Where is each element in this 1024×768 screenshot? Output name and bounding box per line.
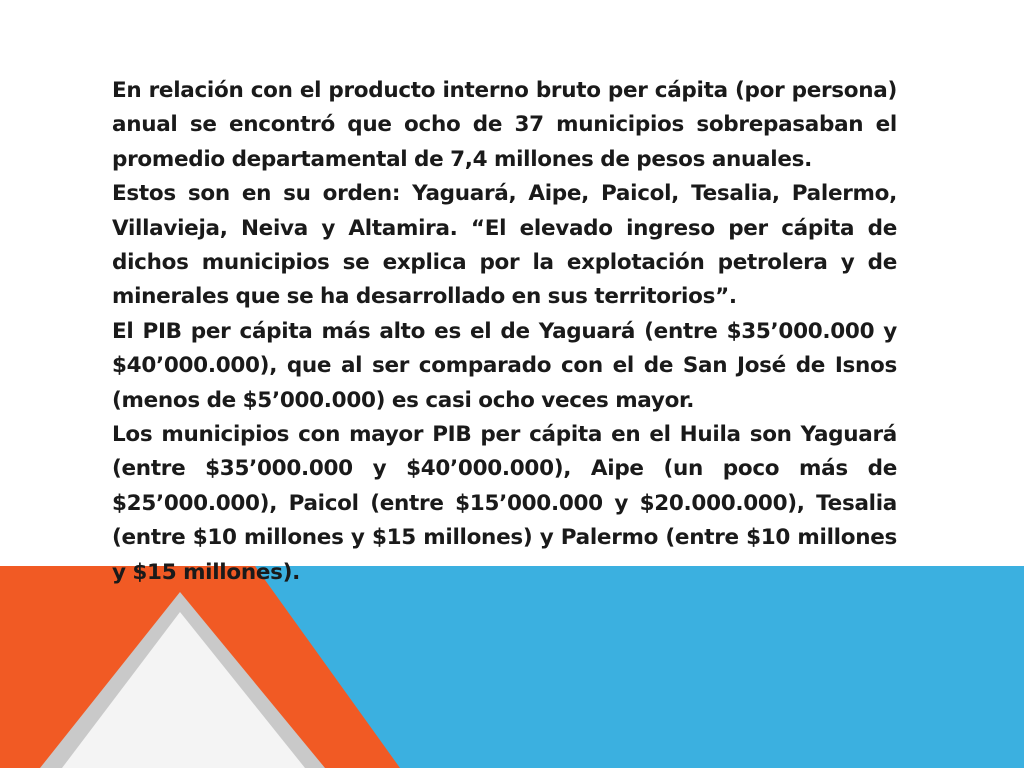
body-text: [112, 74, 897, 590]
paragraph-1: En relación con el producto interno bruto per cápita (por persona) anual se encontró que ocho de 37 municipios sobrepasaban el promedio departamental de 7,4 millones de pesos anuales.: [112, 78, 897, 172]
paragraph-2: Estos son en su orden: Yaguará, Aipe, Paicol, Tesalia, Palermo, Villavieja, Neiva y Altamira. “El elevado ingreso per cápita de dichos municipios se explica por la explotación petrolera y de minerales que se ha desarrollado en sus territorios”.: [112, 181, 897, 310]
paragraph-4: Los municipios con mayor PIB per cápita en el Huila son Yaguará (entre $35’000.000 y $40’000.000), Aipe (un poco más de $25’000.000), Paicol (entre $15’000.000 y $20.000.000), Tesalia (entre $10 millones y $15 millones) y Palermo (entre $10 millones y $15 millones).: [112, 422, 897, 585]
paragraph-3: El PIB per cápita más alto es el de Yaguará (entre $35’000.000 y $40’000.000), que al ser comparado con el de San José de Isnos (menos de $5’000.000) es casi ocho veces mayor.: [112, 318, 897, 413]
